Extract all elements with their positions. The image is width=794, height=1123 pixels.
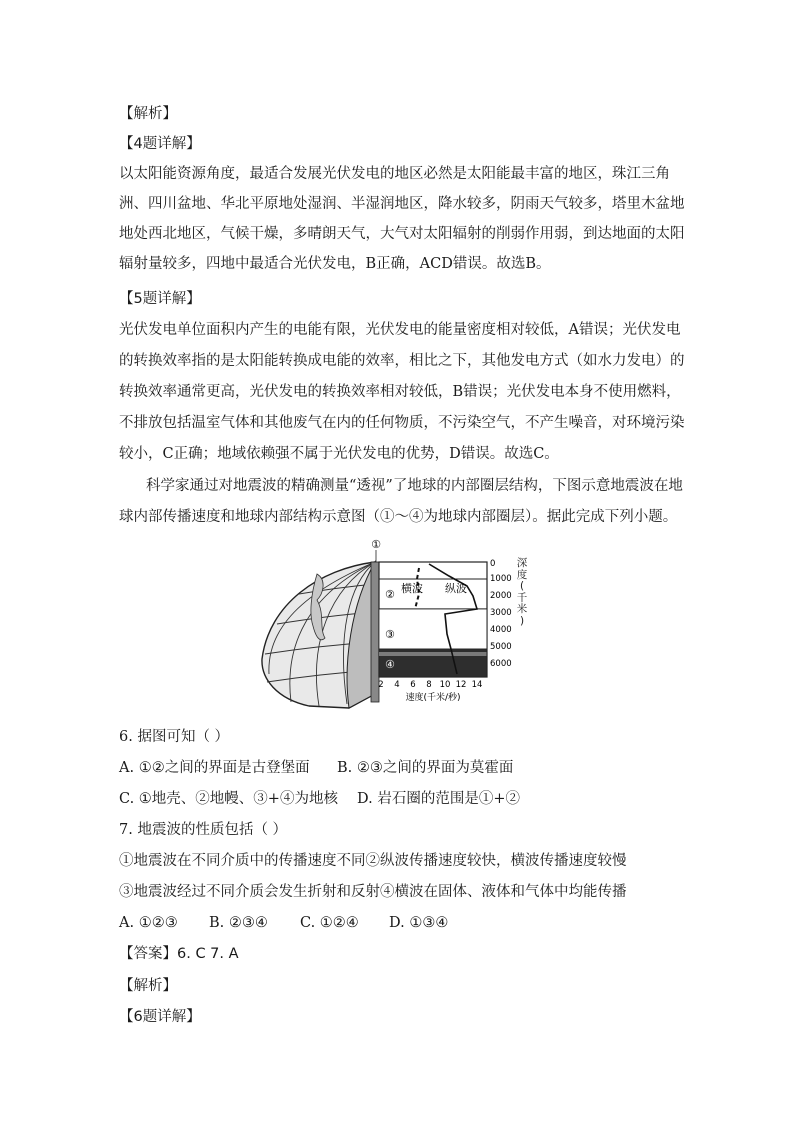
layer-label-1: ① [371, 538, 381, 551]
q5-text-line: 较小，C正确；地域依赖强不属于光伏发电的优势，D错误。故选C。 [119, 446, 559, 462]
depth-tick: 0 [490, 559, 496, 569]
p-wave-label: 纵波 [445, 582, 467, 595]
depth-axis-title: 深 度 ( 千 米 ) [516, 557, 528, 627]
q4-text-line: 洲、四川盆地、华北平原地处湿润、半湿润地区，降水较多，阴雨天气较多，塔里木盆地 [119, 196, 685, 212]
s-wave-label: 横波 [401, 582, 423, 595]
depth-tick: 6000 [490, 659, 512, 669]
depth-tick: 1000 [490, 574, 512, 584]
q6-option-d: D. 岩石圈的范围是①+② [357, 791, 520, 807]
depth-tick: 5000 [490, 642, 512, 652]
speed-tick: 14 [471, 680, 483, 690]
speed-tick: 8 [426, 680, 432, 690]
q6-option-a: A. ①②之间的界面是古登堡面 [119, 760, 310, 776]
speed-tick: 10 [439, 680, 451, 690]
q5-text-line: 转换效率通常更高，光伏发电的转换效率相对较低，B错误；光伏发电本身不使用燃料， [119, 384, 681, 400]
q6-option-c: C. ①地壳、②地幔、③+④为地核 [119, 791, 338, 807]
q7-option-b: B. ②③④ [209, 915, 268, 931]
speed-tick: 4 [394, 680, 400, 690]
intro-text-line: 球内部传播速度和地球内部结构示意图（①～④为地球内部圈层）。据此完成下列小题。 [119, 509, 678, 525]
speed-tick: 2 [378, 680, 384, 690]
q7-statement-line: ①地震波在不同介质中的传播速度不同②纵波传播速度较快，横波传播速度较慢 [119, 853, 627, 869]
layer-label-3: ③ [385, 628, 395, 641]
q5-text-line: 的转换效率指的是太阳能转换成电能的效率，相比之下，其他发电方式（如水力发电）的 [119, 353, 685, 369]
q5-detail-heading: 【5题详解】 [119, 291, 201, 307]
q7-option-d: D. ①③④ [389, 915, 449, 931]
layer-label-2: ② [385, 588, 395, 601]
q5-text-line: 光伏发电单位面积内产生的电能有限，光伏发电的能量密度相对较低，A错误；光伏发电 [119, 322, 681, 338]
q7-stem: 7. 地震波的性质包括（ ） [119, 822, 288, 838]
q4-text-line: 以太阳能资源角度，最适合发展光伏发电的地区必然是太阳能最丰富的地区，珠江三角 [119, 166, 670, 182]
q4-text-line: 地处西北地区，气候干燥，多晴朗天气，大气对太阳辐射的削弱作用弱，到达地面的太阳 [119, 226, 685, 242]
analysis-heading: 【解析】 [119, 106, 177, 122]
depth-tick: 3000 [490, 608, 512, 618]
depth-tick: 2000 [490, 591, 512, 601]
q5-text-line: 不排放包括温室气体和其他废气在内的任何物质，不污染空气，不产生噪音，对环境污染 [119, 415, 685, 431]
q7-option-c: C. ①②④ [300, 915, 359, 931]
q4-text-line: 辐射量较多，四地中最适合光伏发电，B正确，ACD错误。故选B。 [119, 256, 551, 272]
q6-option-b: B. ②③之间的界面为莫霍面 [337, 760, 514, 776]
speed-axis-title: 速度(千米/秒) [405, 693, 461, 703]
layer-label-4: ④ [385, 658, 395, 671]
q6-stem: 6. 据图可知（ ） [119, 729, 230, 745]
answer-line: 【答案】6. C 7. A [119, 946, 239, 962]
speed-tick: 12 [455, 680, 467, 690]
intro-text-line: 科学家通过对地震波的精确测量“透视”了地球的内部圈层结构，下图示意地震波在地 [146, 478, 683, 494]
analysis-heading-2: 【解析】 [119, 978, 177, 994]
q4-detail-heading: 【4题详解】 [119, 136, 201, 152]
speed-tick: 6 [410, 680, 416, 690]
q6-detail-heading: 【6题详解】 [119, 1009, 201, 1025]
q7-option-a: A. ①②③ [119, 915, 178, 931]
earth-structure-figure [259, 534, 528, 714]
q7-statement-line: ③地震波经过不同介质会发生折射和反射④横波在固体、液体和气体中均能传播 [119, 884, 627, 900]
earth-structure-diagram [259, 534, 512, 714]
depth-tick: 4000 [490, 625, 512, 635]
